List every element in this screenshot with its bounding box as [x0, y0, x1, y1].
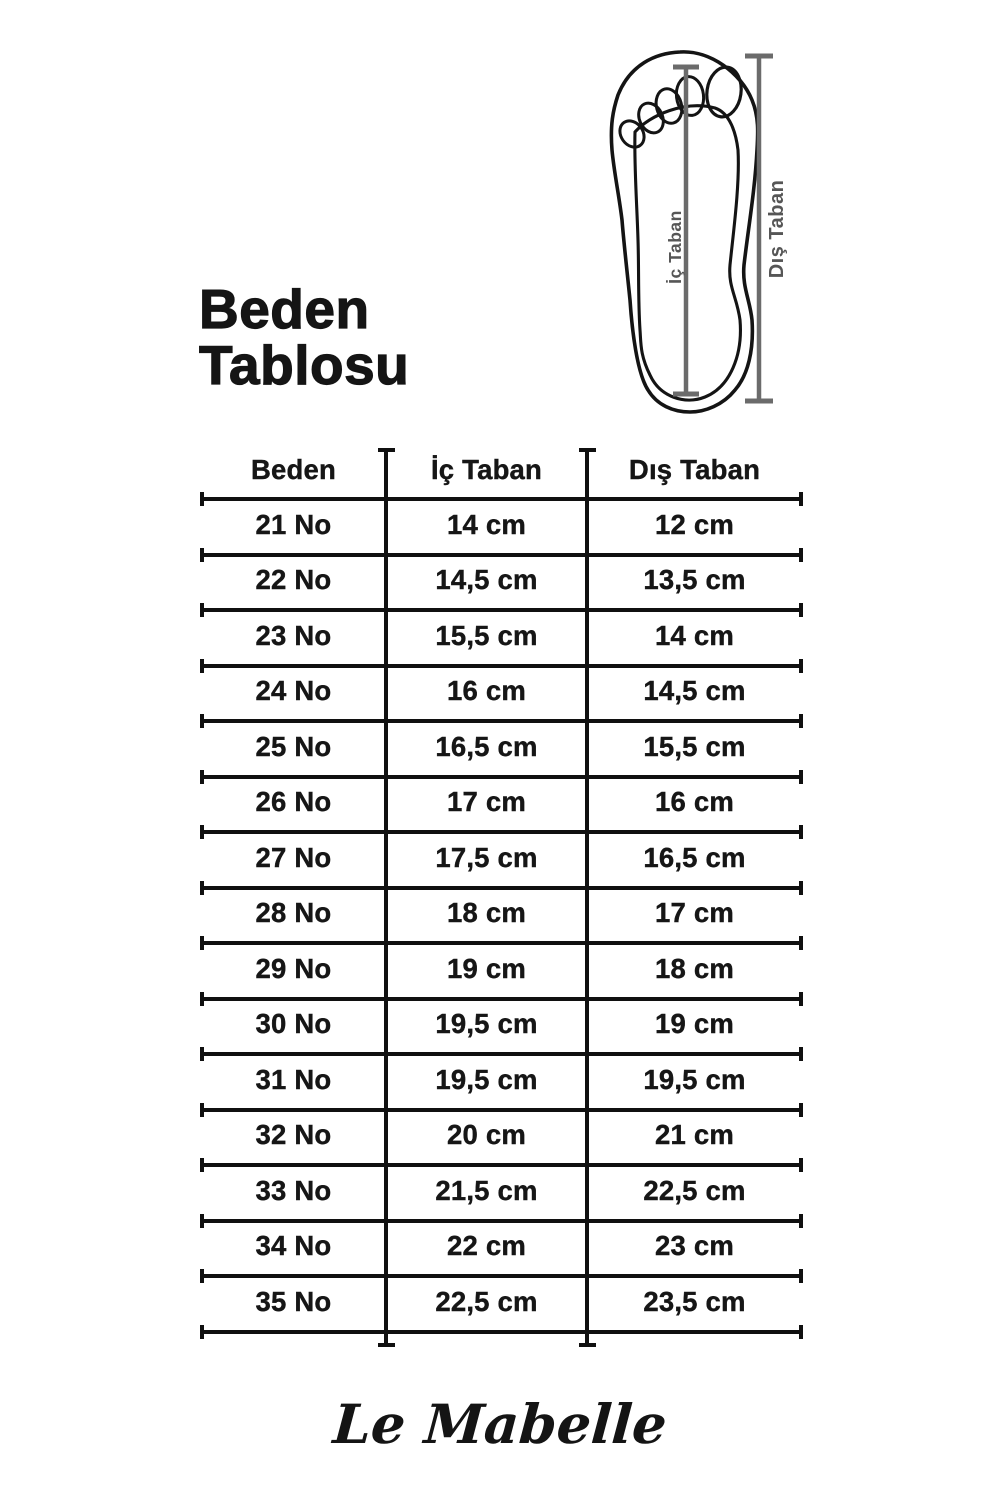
table-grid-line: [201, 941, 802, 945]
toe-circle-pinky: [615, 116, 649, 152]
size-cell: 32 No: [255, 1119, 332, 1151]
table-grid-line: [201, 1219, 802, 1223]
inner-sole-cell: 15,5 cm: [435, 619, 538, 651]
measure-labels-group: [665, 180, 788, 284]
outer-sole-cell: 16,5 cm: [643, 841, 746, 873]
inner-sole-cell: 20 cm: [447, 1119, 526, 1151]
outer-sole-cell: 15,5 cm: [643, 730, 746, 762]
size-cell: 25 No: [255, 730, 332, 762]
table-column-divider: [384, 449, 388, 1346]
size-row-30: [201, 997, 802, 1053]
size-cell: 22 No: [255, 564, 332, 596]
size-row-26: [201, 775, 802, 831]
size-row-31: [201, 1052, 802, 1108]
page-title-line2: Tablosu: [199, 334, 410, 396]
page-title: [199, 278, 410, 396]
size-cell: 26 No: [255, 786, 332, 818]
page-title-line1: Beden: [199, 278, 370, 340]
size-row-21: [201, 497, 802, 553]
size-table: [201, 443, 802, 1353]
table-column-divider: [585, 449, 589, 1346]
inner-sole-cell: 17 cm: [447, 786, 526, 818]
table-grid-line: [201, 664, 802, 668]
size-cell: 31 No: [255, 1063, 332, 1095]
size-row-25: [201, 719, 802, 775]
inner-sole-cell: 17,5 cm: [435, 841, 538, 873]
outer-sole-cell: 12 cm: [655, 508, 734, 540]
table-grid-line: [201, 1108, 802, 1112]
table-grid-line: [201, 886, 802, 890]
inner-sole-cell: 22,5 cm: [435, 1285, 538, 1317]
inner-sole-cell: 16 cm: [447, 675, 526, 707]
outer-sole-cell: 14 cm: [655, 619, 734, 651]
outer-sole-cell: 23 cm: [655, 1230, 734, 1262]
inner-sole-cell: 14 cm: [447, 508, 526, 540]
inner-sole-label: İç Taban: [665, 210, 685, 284]
outer-sole-cell: 22,5 cm: [643, 1174, 746, 1206]
foot-diagram: [585, 25, 805, 425]
table-grid-line: [201, 719, 802, 723]
size-cell: 27 No: [255, 841, 332, 873]
outer-sole-cell: 19 cm: [655, 1008, 734, 1040]
size-cell: 34 No: [255, 1230, 332, 1262]
outer-sole-label: Dış Taban: [766, 179, 788, 279]
table-grid-line: [201, 497, 802, 501]
size-row-24: [201, 664, 802, 720]
outer-sole-cell: 19,5 cm: [643, 1063, 746, 1095]
table-grid-line: [201, 608, 802, 612]
table-grid-line: [201, 1052, 802, 1056]
size-cell: 29 No: [255, 952, 332, 984]
table-grid-line: [201, 1274, 802, 1278]
inner-sole-cell: 19,5 cm: [435, 1008, 538, 1040]
outer-sole-cell: 17 cm: [655, 897, 734, 929]
size-cell: 35 No: [255, 1285, 332, 1317]
size-row-28: [201, 886, 802, 942]
inner-sole-cell: 19,5 cm: [435, 1063, 538, 1095]
inner-sole-cell: 21,5 cm: [435, 1174, 538, 1206]
size-row-22: [201, 553, 802, 609]
size-row-34: [201, 1219, 802, 1275]
table-grid-line: [201, 1330, 802, 1334]
header-outer-sole: Dış Taban: [628, 454, 761, 485]
outer-sole-cell: 21 cm: [655, 1119, 734, 1151]
inner-sole-cell: 16,5 cm: [435, 730, 538, 762]
outer-sole-cell: 16 cm: [655, 786, 734, 818]
size-row-27: [201, 830, 802, 886]
size-row-32: [201, 1108, 802, 1164]
outer-sole-cell: 18 cm: [655, 952, 734, 984]
toe-circle-big: [704, 65, 745, 119]
inner-sole-cell: 14,5 cm: [435, 564, 538, 596]
outer-sole-cell: 14,5 cm: [643, 675, 746, 707]
table-grid-line: [201, 553, 802, 557]
header-inner-sole: İç Taban: [430, 454, 543, 485]
inner-sole-cell: 22 cm: [447, 1230, 526, 1262]
header-size: Beden: [250, 454, 337, 485]
size-row-33: [201, 1163, 802, 1219]
brand-logo: Le Mabelle: [331, 1392, 669, 1456]
size-cell: 21 No: [255, 508, 332, 540]
foot-diagram-svg: [585, 25, 805, 425]
size-row-35: [201, 1274, 802, 1330]
table-grid-line: [201, 775, 802, 779]
size-row-29: [201, 941, 802, 997]
inner-sole-cell: 19 cm: [447, 952, 526, 984]
size-row-23: [201, 608, 802, 664]
measure-lines-group: [673, 55, 773, 402]
table-grid-line: [201, 830, 802, 834]
size-cell: 33 No: [255, 1174, 332, 1206]
size-cell: 28 No: [255, 897, 332, 929]
outer-sole-cell: 23,5 cm: [643, 1285, 746, 1317]
size-cell: 24 No: [255, 675, 332, 707]
inner-sole-cell: 18 cm: [447, 897, 526, 929]
size-cell: 23 No: [255, 619, 332, 651]
table-grid-line: [201, 997, 802, 1001]
size-cell: 30 No: [255, 1008, 332, 1040]
table-header-row: [201, 443, 802, 497]
table-grid-line: [201, 1163, 802, 1167]
outer-sole-cell: 13,5 cm: [643, 564, 746, 596]
